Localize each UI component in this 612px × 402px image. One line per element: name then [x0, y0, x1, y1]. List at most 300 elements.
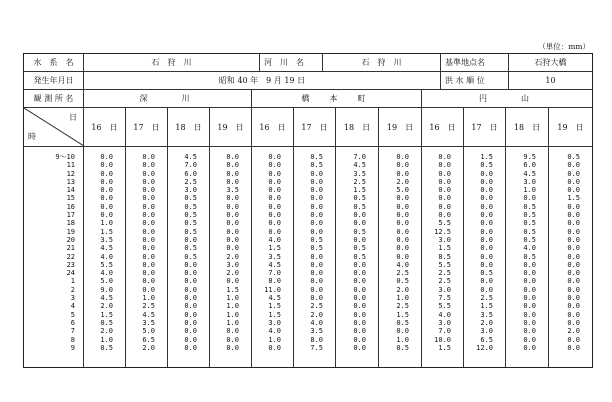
rainfall-value: 0.0 — [142, 285, 155, 294]
rainfall-value: 0.0 — [480, 211, 493, 220]
hour-cell: 19 — [66, 227, 75, 236]
day-header-row — [24, 108, 592, 147]
rainfall-value: 0.0 — [567, 343, 580, 352]
rainfall-value: 0.5 — [184, 227, 197, 236]
rainfall-value: 0.5 — [567, 153, 580, 161]
rainfall-value: 0.0 — [523, 294, 536, 303]
rainfall-value: 0.0 — [567, 252, 580, 261]
rainfall-value: 2.5 — [396, 269, 409, 278]
hour-cell: 23 — [66, 260, 75, 269]
rainfall-value: 7.0 — [268, 269, 281, 278]
date-label: 発生年月日 — [24, 72, 84, 89]
rainfall-value: 3.5 — [142, 318, 155, 327]
rainfall-value: 3.5 — [100, 235, 113, 244]
rainfall-value: 0.0 — [567, 227, 580, 236]
rainfall-value: 0.5 — [396, 343, 409, 352]
rainfall-value: 2.0 — [226, 252, 239, 261]
hour-cell: 1 — [70, 277, 75, 286]
rainfall-value: 0.0 — [184, 235, 197, 244]
rainfall-value: 5.5 — [100, 260, 113, 269]
rainfall-value: 0.5 — [480, 269, 493, 278]
rainfall-value: 2.5 — [438, 277, 451, 286]
hour-cell: 3 — [70, 294, 75, 303]
rainfall-value: 0.5 — [523, 211, 536, 220]
rainfall-column — [210, 147, 252, 367]
water-system-label: 水 系 名 — [24, 54, 84, 71]
rainfall-value: 9.5 — [523, 153, 536, 161]
rainfall-value: 1.0 — [100, 335, 113, 344]
rainfall-sheet — [23, 53, 593, 368]
rainfall-value: 0.0 — [310, 227, 323, 236]
rainfall-value: 0.0 — [567, 269, 580, 278]
rainfall-value: 0.0 — [353, 327, 366, 336]
rainfall-value: 7.5 — [438, 294, 451, 303]
hour-cell: 16 — [66, 202, 75, 211]
flood-rank-label: 洪 水 順 位 — [441, 72, 509, 89]
rainfall-value: 2.5 — [142, 302, 155, 311]
day-header-cell: 16 日 — [84, 108, 126, 146]
day-axis-label: 日 — [69, 113, 77, 122]
rainfall-value: 0.0 — [142, 227, 155, 236]
rainfall-value: 0.0 — [184, 285, 197, 294]
rainfall-value: 1.0 — [396, 335, 409, 344]
rainfall-value: 0.0 — [438, 153, 451, 161]
rainfall-value: 8.0 — [310, 335, 323, 344]
rainfall-value: 0.0 — [480, 194, 493, 203]
rainfall-value: 0.0 — [226, 169, 239, 178]
rainfall-value: 4.5 — [184, 153, 197, 161]
rainfall-value: 1.5 — [353, 186, 366, 195]
rainfall-value: 0.0 — [438, 202, 451, 211]
rainfall-value: 0.0 — [142, 202, 155, 211]
rainfall-value: 0.0 — [226, 219, 239, 228]
rainfall-value: 0.0 — [567, 294, 580, 303]
reference-point-value: 石狩大橋 — [534, 58, 567, 67]
rainfall-value: 0.5 — [184, 194, 197, 203]
rainfall-value: 2.5 — [438, 269, 451, 278]
day-header-cell: 17 日 — [294, 108, 336, 146]
rainfall-value: 0.0 — [396, 194, 409, 203]
rainfall-value: 0.0 — [353, 285, 366, 294]
rainfall-value: 0.0 — [226, 244, 239, 253]
rainfall-value: 0.0 — [142, 161, 155, 170]
rainfall-value: 8.0 — [268, 277, 281, 286]
rainfall-value: 4.0 — [100, 252, 113, 261]
rainfall-value: 0.0 — [523, 335, 536, 344]
rainfall-value: 0.0 — [480, 177, 493, 186]
rainfall-value: 0.0 — [480, 235, 493, 244]
rainfall-column — [252, 147, 294, 367]
rainfall-value: 0.0 — [184, 260, 197, 269]
rainfall-value: 0.0 — [100, 161, 113, 170]
rainfall-value: 1.5 — [396, 310, 409, 319]
rainfall-value: 3.0 — [268, 318, 281, 327]
rainfall-value: 0.0 — [480, 277, 493, 286]
rainfall-value: 0.0 — [268, 227, 281, 236]
hour-cell: 11 — [66, 161, 75, 170]
rainfall-value: 0.0 — [226, 161, 239, 170]
rainfall-value: 0.0 — [142, 235, 155, 244]
rainfall-value: 0.0 — [567, 310, 580, 319]
rainfall-value: 1.5 — [100, 310, 113, 319]
rainfall-value: 1.5 — [438, 244, 451, 253]
rainfall-value: 0.0 — [523, 318, 536, 327]
rainfall-value: 0.5 — [480, 161, 493, 170]
rainfall-value: 0.0 — [353, 219, 366, 228]
rainfall-value: 0.0 — [184, 277, 197, 286]
day-header-cell: 16 日 — [252, 108, 294, 146]
hour-cell: 18 — [66, 219, 75, 228]
rainfall-value: 0.0 — [523, 285, 536, 294]
rainfall-value: 0.5 — [523, 252, 536, 261]
rainfall-value: 1.5 — [480, 153, 493, 161]
rainfall-value: 0.0 — [310, 294, 323, 303]
rainfall-value: 3.0 — [438, 318, 451, 327]
rainfall-value: 0.0 — [480, 202, 493, 211]
rainfall-value: 0.0 — [184, 294, 197, 303]
rainfall-value: 0.0 — [310, 277, 323, 286]
rainfall-value: 3.0 — [480, 327, 493, 336]
rainfall-value: 4.0 — [268, 327, 281, 336]
rainfall-value: 0.0 — [523, 343, 536, 352]
rainfall-value: 0.0 — [567, 244, 580, 253]
day-header-cell: 19 日 — [379, 108, 422, 146]
rainfall-value: 0.5 — [310, 244, 323, 253]
rainfall-value: 0.0 — [396, 202, 409, 211]
rainfall-value: 3.0 — [226, 260, 239, 269]
rainfall-value: 0.0 — [438, 211, 451, 220]
rainfall-value: 0.0 — [268, 161, 281, 170]
rainfall-value: 1.5 — [268, 244, 281, 253]
rainfall-value: 0.0 — [226, 211, 239, 220]
rainfall-value: 0.0 — [268, 186, 281, 195]
rainfall-value: 0.0 — [438, 169, 451, 178]
rainfall-value: 0.5 — [100, 343, 113, 352]
rainfall-value: 3.0 — [523, 177, 536, 186]
rainfall-value: 0.5 — [353, 194, 366, 203]
rainfall-value: 2.0 — [142, 343, 155, 352]
rainfall-value: 0.0 — [226, 277, 239, 286]
hour-cell: 17 — [66, 211, 75, 220]
rainfall-value: 0.0 — [353, 343, 366, 352]
rainfall-value: 0.0 — [310, 169, 323, 178]
hour-cell: 14 — [66, 186, 75, 195]
rainfall-value: 6.0 — [523, 161, 536, 170]
hour-column — [24, 147, 84, 367]
header-row-stations — [24, 90, 592, 108]
rainfall-value: 12.0 — [476, 343, 493, 352]
rainfall-value: 1.0 — [523, 186, 536, 195]
rainfall-value: 3.0 — [184, 186, 197, 195]
rainfall-value: 0.0 — [184, 335, 197, 344]
rainfall-value: 0.0 — [567, 219, 580, 228]
hour-cell: 7 — [70, 327, 75, 336]
rainfall-value: 3.0 — [438, 235, 451, 244]
rainfall-value: 1.0 — [396, 294, 409, 303]
rainfall-value: 0.5 — [310, 235, 323, 244]
river-name-label: 河 川 名 — [260, 54, 323, 71]
rainfall-value: 0.0 — [142, 169, 155, 178]
day-header-cell: 19 日 — [210, 108, 252, 146]
rainfall-table-body — [24, 147, 592, 367]
rainfall-value: 0.0 — [268, 194, 281, 203]
rainfall-value: 1.0 — [226, 302, 239, 311]
rainfall-value: 0.0 — [184, 302, 197, 311]
rainfall-value: 6.5 — [142, 335, 155, 344]
rainfall-value: 0.0 — [142, 211, 155, 220]
rainfall-value: 0.0 — [268, 202, 281, 211]
rainfall-value: 0.0 — [268, 211, 281, 220]
rainfall-value: 0.0 — [142, 186, 155, 195]
hour-cell: 9 — [70, 343, 75, 352]
unit-label: （単位：mm） — [538, 42, 590, 51]
rainfall-value: 10.0 — [434, 335, 451, 344]
rainfall-value: 2.5 — [480, 294, 493, 303]
rainfall-value: 0.0 — [396, 219, 409, 228]
rainfall-value: 0.0 — [567, 318, 580, 327]
hour-cell: 9〜10 — [55, 153, 75, 161]
rainfall-value: 2.0 — [100, 302, 113, 311]
date-value: 昭和 40 年 9 月 19 日 — [84, 72, 441, 89]
header-row-river — [24, 54, 592, 72]
rainfall-column — [379, 147, 422, 367]
rainfall-value: 2.0 — [480, 318, 493, 327]
rainfall-value: 4.5 — [268, 260, 281, 269]
rainfall-value: 0.0 — [396, 327, 409, 336]
rainfall-value: 0.0 — [480, 227, 493, 236]
rainfall-value: 0.0 — [100, 177, 113, 186]
rainfall-value: 0.5 — [184, 219, 197, 228]
rainfall-value: 2.5 — [184, 177, 197, 186]
rainfall-value: 0.0 — [310, 186, 323, 195]
hour-cell: 13 — [66, 177, 75, 186]
rainfall-value: 0.0 — [396, 153, 409, 161]
rainfall-value: 0.0 — [480, 252, 493, 261]
rainfall-value: 0.0 — [396, 211, 409, 220]
rainfall-value: 0.0 — [142, 269, 155, 278]
rainfall-column — [294, 147, 336, 367]
hour-axis-label: 時 — [28, 132, 36, 141]
rainfall-value: 0.5 — [523, 227, 536, 236]
rainfall-value: 0.0 — [438, 177, 451, 186]
rainfall-value: 5.5 — [438, 302, 451, 311]
rainfall-value: 0.0 — [480, 285, 493, 294]
rainfall-value: 0.5 — [184, 211, 197, 220]
rainfall-value: 2.0 — [100, 327, 113, 336]
rainfall-value: 0.0 — [567, 169, 580, 178]
rainfall-value: 0.5 — [523, 202, 536, 211]
rainfall-value: 0.0 — [184, 310, 197, 319]
hour-cell: 12 — [66, 169, 75, 178]
day-header-cell: 17 日 — [464, 108, 506, 146]
rainfall-value: 11.0 — [264, 285, 281, 294]
rainfall-value: 0.0 — [567, 277, 580, 286]
hour-cell: 5 — [70, 310, 75, 319]
rainfall-value: 5.0 — [396, 186, 409, 195]
rainfall-value: 2.0 — [310, 310, 323, 319]
water-system-value: 石 狩 川 — [84, 54, 260, 71]
station-label: 観 測 所 名 — [24, 90, 84, 107]
rainfall-value: 0.0 — [567, 202, 580, 211]
rainfall-value: 0.5 — [523, 235, 536, 244]
hour-cell: 6 — [70, 318, 75, 327]
rainfall-value: 0.5 — [353, 252, 366, 261]
rainfall-value: 0.0 — [396, 227, 409, 236]
hour-cell: 4 — [70, 302, 75, 311]
rainfall-value: 0.0 — [567, 335, 580, 344]
flood-rank-value: 10 — [545, 76, 556, 85]
rainfall-value: 4.5 — [100, 294, 113, 303]
rainfall-value: 4.0 — [396, 260, 409, 269]
rainfall-value: 0.0 — [268, 343, 281, 352]
rainfall-value: 1.5 — [438, 343, 451, 352]
rainfall-value: 1.0 — [142, 294, 155, 303]
rainfall-value: 0.0 — [353, 260, 366, 269]
rainfall-value: 0.0 — [567, 302, 580, 311]
rainfall-value: 3.5 — [226, 186, 239, 195]
rainfall-value: 0.0 — [226, 194, 239, 203]
rainfall-value: 0.0 — [523, 260, 536, 269]
day-header-cell: 18 日 — [506, 108, 549, 146]
rainfall-value: 0.0 — [396, 169, 409, 178]
rainfall-column — [336, 147, 379, 367]
rainfall-value: 7.5 — [310, 343, 323, 352]
rainfall-value: 2.0 — [396, 177, 409, 186]
rainfall-value: 0.0 — [567, 235, 580, 244]
rainfall-value: 0.0 — [100, 186, 113, 195]
rainfall-value: 0.5 — [184, 252, 197, 261]
rainfall-value: 0.0 — [523, 310, 536, 319]
rainfall-value: 5.0 — [100, 277, 113, 286]
hour-cell: 22 — [66, 252, 75, 261]
rainfall-value: 0.0 — [353, 318, 366, 327]
hour-cell: 8 — [70, 335, 75, 344]
rainfall-value: 0.0 — [268, 169, 281, 178]
rainfall-value: 0.5 — [353, 202, 366, 211]
rainfall-value: 0.0 — [353, 211, 366, 220]
rainfall-value: 4.5 — [523, 169, 536, 178]
station-hashimotocho: 橋 本 町 — [252, 90, 422, 107]
rainfall-value: 0.0 — [310, 194, 323, 203]
rainfall-value: 0.0 — [142, 252, 155, 261]
rainfall-value: 0.0 — [567, 186, 580, 195]
rainfall-value: 0.0 — [523, 269, 536, 278]
rainfall-value: 0.0 — [353, 269, 366, 278]
rainfall-value: 7.0 — [353, 153, 366, 161]
rainfall-value: 0.0 — [142, 277, 155, 286]
rainfall-value: 0.0 — [567, 161, 580, 170]
rainfall-value: 1.0 — [226, 318, 239, 327]
rainfall-value: 0.0 — [100, 169, 113, 178]
rainfall-column — [422, 147, 464, 367]
rainfall-value: 0.0 — [142, 219, 155, 228]
rainfall-column — [464, 147, 506, 367]
rainfall-value: 0.0 — [480, 219, 493, 228]
rainfall-value: 1.0 — [268, 335, 281, 344]
rainfall-value: 4.0 — [310, 318, 323, 327]
day-hour-corner — [24, 108, 84, 146]
rainfall-value: 0.0 — [353, 235, 366, 244]
rainfall-value: 0.5 — [310, 153, 323, 161]
rainfall-value: 7.0 — [438, 327, 451, 336]
hour-cell: 2 — [70, 285, 75, 294]
river-name-value: 石 狩 川 — [323, 54, 441, 71]
rainfall-value: 0.0 — [480, 169, 493, 178]
rainfall-value: 0.0 — [310, 285, 323, 294]
rainfall-value: 0.0 — [268, 177, 281, 186]
rainfall-value: 0.5 — [353, 227, 366, 236]
rainfall-value: 0.0 — [396, 161, 409, 170]
hour-cell: 15 — [66, 194, 75, 203]
rainfall-value: 4.5 — [268, 294, 281, 303]
rainfall-value: 7.0 — [184, 161, 197, 170]
day-header-cell: 17 日 — [126, 108, 168, 146]
rainfall-value: 5.5 — [438, 219, 451, 228]
rainfall-value: 0.0 — [142, 177, 155, 186]
rainfall-column — [549, 147, 592, 367]
rainfall-value: 0.0 — [100, 202, 113, 211]
rainfall-value: 6.5 — [480, 335, 493, 344]
rainfall-value: 3.5 — [268, 252, 281, 261]
rainfall-value: 0.0 — [567, 177, 580, 186]
rainfall-value: 0.0 — [226, 235, 239, 244]
rainfall-value: 0.0 — [396, 235, 409, 244]
rainfall-value: 4.0 — [100, 269, 113, 278]
rainfall-value: 0.0 — [438, 186, 451, 195]
rainfall-value: 5.5 — [438, 260, 451, 269]
rainfall-value: 0.5 — [523, 219, 536, 228]
rainfall-value: 0.5 — [396, 277, 409, 286]
rainfall-value: 0.0 — [226, 153, 239, 161]
rainfall-column — [84, 147, 126, 367]
rainfall-value: 0.0 — [226, 335, 239, 344]
rainfall-value: 2.5 — [310, 302, 323, 311]
rainfall-value: 0.0 — [438, 194, 451, 203]
rainfall-value: 0.0 — [100, 194, 113, 203]
rainfall-value: 0.0 — [353, 294, 366, 303]
rainfall-value: 0.0 — [396, 244, 409, 253]
header-row-date — [24, 72, 592, 90]
rainfall-value: 0.0 — [567, 285, 580, 294]
rainfall-value: 8.5 — [438, 252, 451, 261]
rainfall-value: 0.0 — [184, 269, 197, 278]
rainfall-value: 3.5 — [310, 327, 323, 336]
rainfall-value: 0.0 — [523, 327, 536, 336]
day-header-cell: 18 日 — [168, 108, 210, 146]
rainfall-value: 3.0 — [438, 285, 451, 294]
rainfall-value: 6.0 — [184, 169, 197, 178]
rainfall-value: 4.0 — [438, 310, 451, 319]
day-header-cell: 19 日 — [557, 122, 584, 132]
day-header-cell: 16 日 — [422, 108, 464, 146]
rainfall-value: 5.0 — [142, 327, 155, 336]
hour-cell: 21 — [66, 244, 75, 253]
rainfall-value: 1.0 — [226, 310, 239, 319]
rainfall-value: 0.0 — [480, 244, 493, 253]
rainfall-value: 0.0 — [480, 186, 493, 195]
rainfall-value: 0.0 — [310, 269, 323, 278]
rainfall-value: 3.5 — [353, 169, 366, 178]
rainfall-value: 4.0 — [268, 235, 281, 244]
rainfall-value: 1.5 — [268, 310, 281, 319]
rainfall-value: 2.5 — [353, 177, 366, 186]
rainfall-value: 1.5 — [567, 194, 580, 203]
rainfall-value: 0.5 — [100, 318, 113, 327]
rainfall-column — [168, 147, 210, 367]
rainfall-value: 0.0 — [353, 277, 366, 286]
rainfall-value: 2.0 — [226, 269, 239, 278]
rainfall-value: 1.0 — [100, 219, 113, 228]
